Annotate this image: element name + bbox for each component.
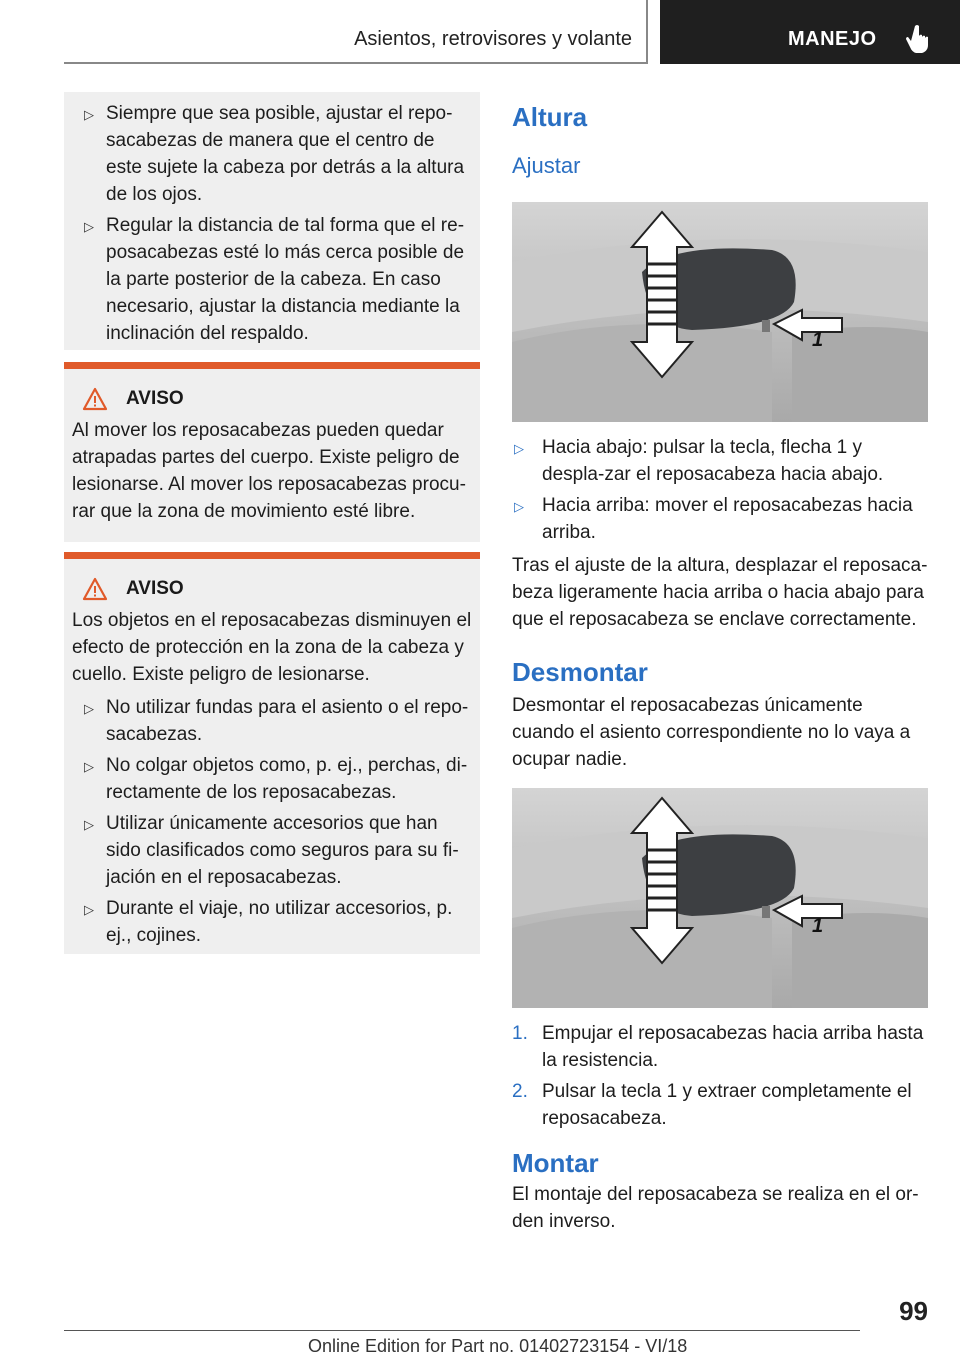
- list-item: [72, 752, 472, 806]
- list-item: [512, 1078, 928, 1132]
- triangle-bullet-icon: ▷: [84, 902, 94, 917]
- triangle-bullet-icon: ▷: [84, 701, 94, 716]
- list-item-text: Utilizar únicamente accesorios que han sido clasificados como seguros para su fi-jación en el reposacabezas.: [106, 813, 459, 888]
- footer-edition: Online Edition for Part no. 01402723154 - VI/18: [308, 1336, 688, 1356]
- list-item: [512, 492, 928, 546]
- warning-text: Al mover los reposacabezas pueden quedar atrapadas partes del cuerpo. Existe peligro de lesionarse. Al mover los reposacabezas procu-rar que la zona de movimiento esté libre.: [72, 420, 466, 522]
- list-item: [512, 1020, 928, 1074]
- heading-altura: Altura: [512, 102, 588, 132]
- list-item: [72, 212, 472, 347]
- list-item: [72, 694, 472, 748]
- triangle-bullet-icon: ▷: [84, 759, 94, 774]
- page-number: 99: [899, 1296, 928, 1326]
- heading-desmontar: Desmontar: [512, 657, 648, 687]
- list-item-text: Siempre que sea posible, ajustar el repo-sacabezas de manera que el centro de este sujete la cabeza por detrás a la altura de los ojos.: [106, 103, 465, 205]
- triangle-bullet-icon: ▷: [514, 441, 524, 456]
- warning-box-2: [64, 552, 480, 954]
- step-number: 2.: [512, 1081, 528, 1102]
- list-item-text: Regular la distancia de tal forma que el re-posacabezas esté lo más cerca posible de la parte posterior de la cabeza. En caso necesario, ajustar la distancia mediante la inclinación del respaldo.: [106, 215, 465, 344]
- list-item-text: No colgar objetos como, p. ej., perchas, di-rectamente de los reposacabezas.: [106, 755, 468, 803]
- step-text: Empujar el reposacabezas hacia arriba hasta la resistencia.: [542, 1023, 924, 1071]
- warning-title: AVISO: [126, 578, 184, 599]
- list-item: [512, 434, 928, 488]
- warning-triangle-icon: [82, 577, 108, 601]
- list-item-text: No utilizar fundas para el asiento o el repo-sacabezas.: [106, 697, 469, 745]
- list-item: [72, 895, 472, 949]
- heading-ajustar: Ajustar: [512, 153, 581, 178]
- headrest-adjust-image: [512, 202, 928, 422]
- triangle-bullet-icon: ▷: [84, 219, 94, 234]
- paragraph: Desmontar el reposacabezas únicamente cuando el asiento correspondiente no lo vaya a ocupar nadie.: [512, 695, 911, 770]
- list-item-text: Durante el viaje, no utilizar accesorios, p. ej., cojines.: [106, 898, 453, 946]
- figure-callout: 1: [812, 915, 824, 937]
- info-box: [64, 92, 480, 350]
- header-section: [64, 0, 648, 64]
- triangle-bullet-icon: ▷: [84, 817, 94, 832]
- triangle-bullet-icon: ▷: [84, 107, 94, 122]
- triangle-bullet-icon: ▷: [514, 499, 524, 514]
- warning-text: Los objetos en el reposacabezas disminuyen el efecto de protección en la zona de la cabeza y cuello. Existe peligro de lesionarse.: [72, 610, 472, 685]
- warning-bar: [64, 552, 480, 559]
- warning-title: AVISO: [126, 388, 184, 409]
- footer-divider: [64, 1330, 860, 1331]
- warning-box-1: [64, 362, 480, 542]
- list-item: [72, 810, 472, 891]
- list-item: [72, 100, 472, 208]
- paragraph: El montaje del reposacabeza se realiza en el or-den inverso.: [512, 1184, 919, 1232]
- step-text: Pulsar la tecla 1 y extraer completamente el reposacabeza.: [542, 1081, 912, 1129]
- headrest-remove-image: [512, 788, 928, 1008]
- list-item-text: Hacia arriba: mover el reposacabezas hacia arriba.: [542, 495, 913, 543]
- paragraph: Tras el ajuste de la altura, desplazar el reposaca-beza ligeramente hacia arriba o hacia abajo para que el reposacabeza se enclave correctamente.: [512, 555, 928, 630]
- warning-triangle-icon: [82, 387, 108, 411]
- step-number: 1.: [512, 1023, 528, 1044]
- chapter-title: MANEJO: [788, 28, 877, 50]
- hand-pointer-icon: [906, 24, 932, 54]
- heading-montar: Montar: [512, 1148, 599, 1178]
- header-chapter-tab: [660, 0, 960, 64]
- warning-bar: [64, 362, 480, 369]
- list-item-text: Hacia abajo: pulsar la tecla, flecha 1 y despla-zar el reposacabeza hacia abajo.: [542, 437, 884, 485]
- section-title: Asientos, retrovisores y volante: [354, 28, 632, 50]
- figure-callout: 1: [812, 329, 824, 351]
